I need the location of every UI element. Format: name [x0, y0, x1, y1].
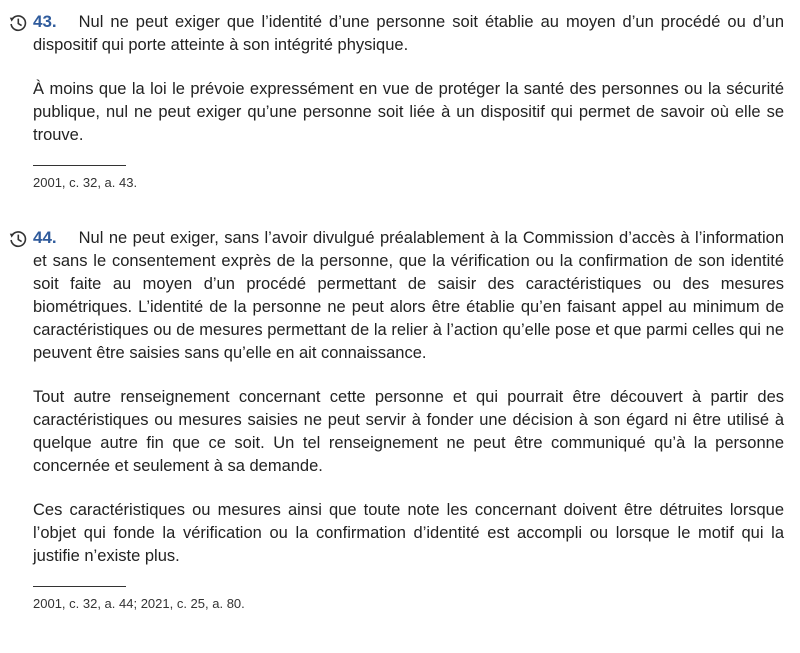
- article-43-paragraph-2: À moins que la loi le prévoie expressément en vue de protéger la santé des personnes ou la sécurité publique, nul ne peut exiger qu’une personne soit liée à un dispositif qui permet de savoir où elle se trouve.: [33, 80, 784, 144]
- history-clock-icon[interactable]: [8, 13, 28, 33]
- article-43: [0, 10, 800, 190]
- article-43-paragraph-1-text: Nul ne peut exiger que l’identité d’une personne soit établie au moyen d’un procédé ou d’un dispositif qui porte atteinte à son intégrité physique.: [33, 13, 784, 54]
- article-44-paragraph-2: Tout autre renseignement concernant cette personne et qui pourrait être découvert à partir des caractéristiques ou mesures saisies ne peut servir à fonder une décision à son égard ni être utilisé à quelque autre fin que ce soit. Un tel renseignement ne peut être communiqué qu’à la personne concernée et seulement à sa demande.: [33, 388, 784, 475]
- history-divider: [33, 586, 126, 587]
- article-43-number[interactable]: 43.: [33, 12, 57, 31]
- article-44-first-paragraph-block: [0, 226, 800, 365]
- article-43-first-paragraph-block: [0, 10, 800, 57]
- article-44: [0, 226, 800, 611]
- article-44-paragraph-1: [33, 226, 784, 365]
- article-44-paragraph-3: Ces caractéristiques ou mesures ainsi que toute note les concernant doivent être détruites lorsque l’objet qui fonde la vérification ou la confirmation d’identité est accompli ou lorsque le motif qui la justifie n’existe plus.: [33, 501, 784, 565]
- article-44-history-note: 2001, c. 32, a. 44; 2021, c. 25, a. 80.: [33, 596, 245, 611]
- article-44-paragraph-1-text: Nul ne peut exiger, sans l’avoir divulgué préalablement à la Commission d’accès à l’information et sans le consentement exprès de la personne, que la vérification ou la confirmation de son identité soit faite au moyen d’un procédé permettant de saisir des caractéristiques ou des mesures biométriques. L’identité de la personne ne peut alors être établie qu’en faisant appel au minimum de caractéristiques ou de mesures permettant de la relier à l’action qu’elle pose et que parmi celles qui ne peuvent être saisies sans qu’elle en ait connaissance.: [33, 229, 784, 362]
- article-43-paragraph-1: [33, 10, 784, 57]
- article-43-history-note: 2001, c. 32, a. 43.: [33, 175, 138, 190]
- history-clock-icon[interactable]: [8, 229, 28, 249]
- article-44-number[interactable]: 44.: [33, 228, 57, 247]
- history-divider: [33, 165, 126, 166]
